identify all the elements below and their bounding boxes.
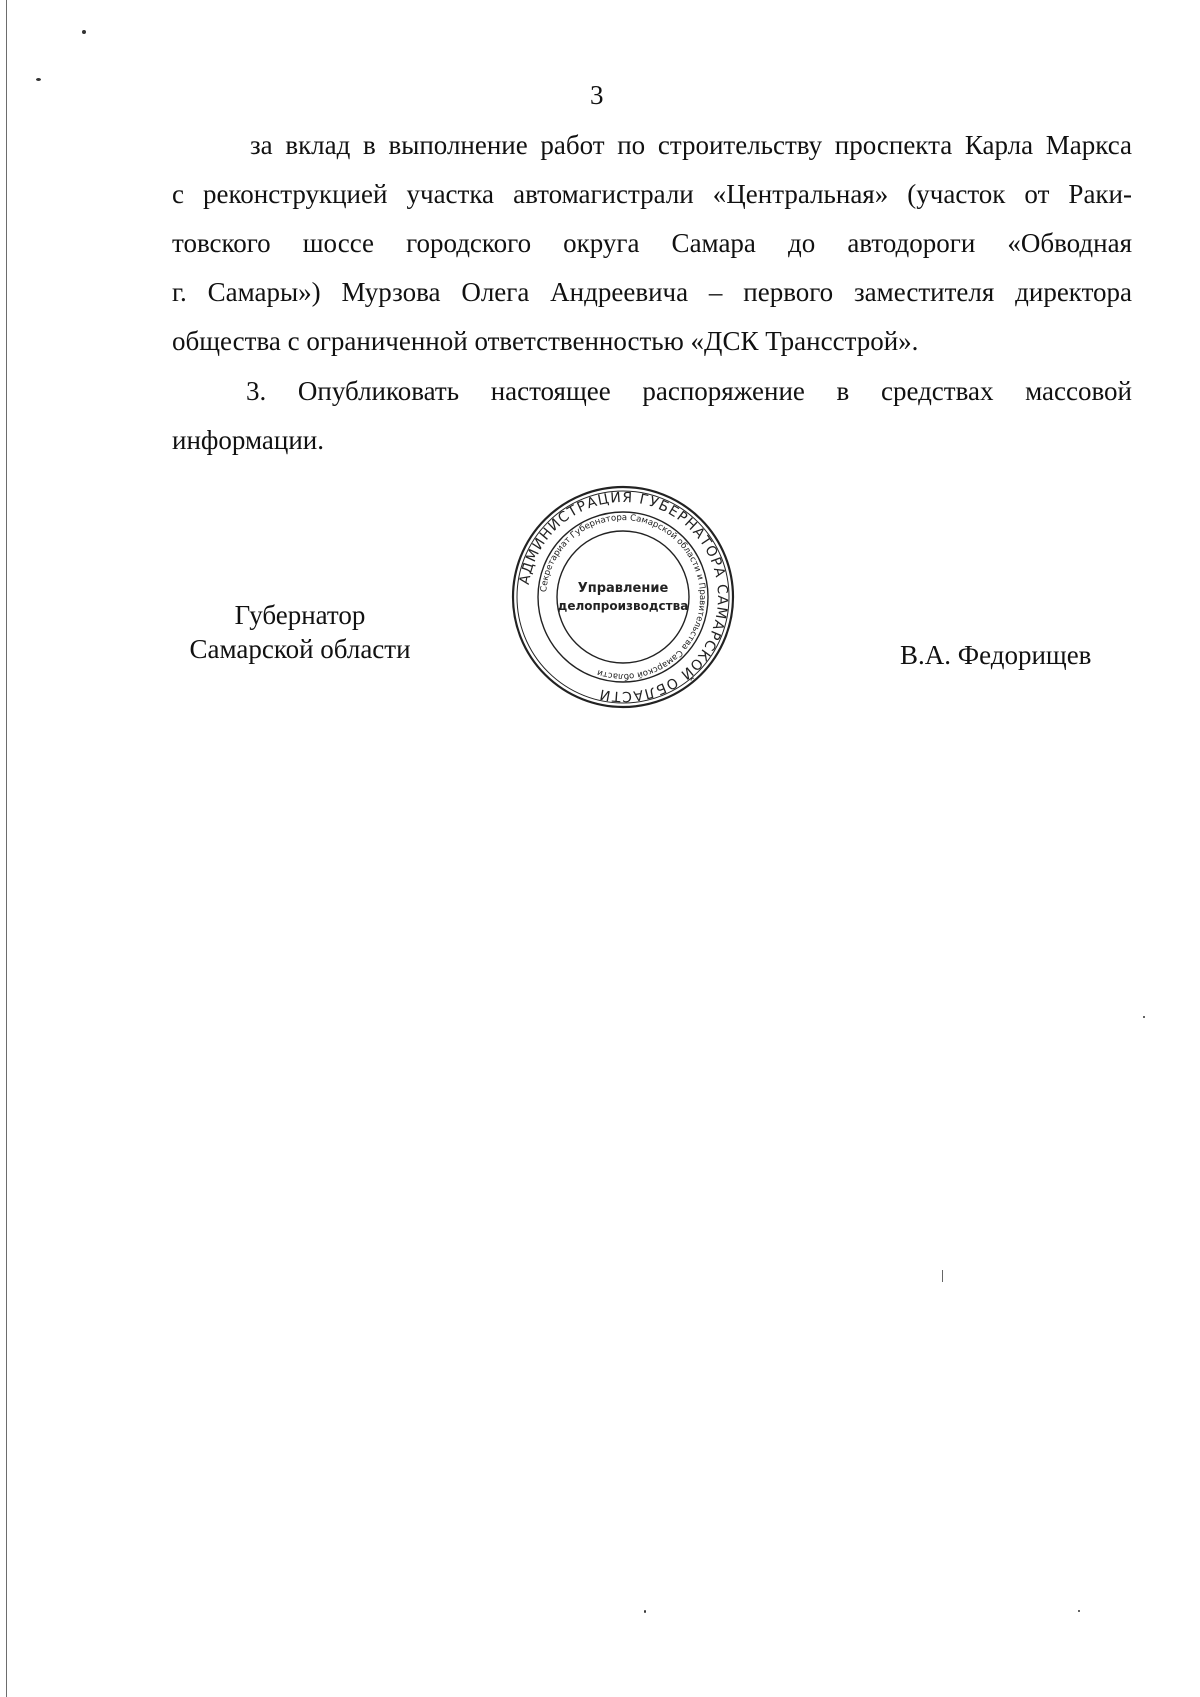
seal-inner-text: Секретариат Губернатора Самарской области и Правительства Самарской области [539, 512, 708, 682]
scan-speck [1078, 1610, 1080, 1612]
official-seal [508, 482, 738, 712]
text-line: с реконструкцией участка автомагистрали «Центральная» (участок от Раки- [172, 179, 1132, 209]
seal-outer-text: АДМИНИСТРАЦИЯ ГУБЕРНАТОРА САМАРСКОЙ ОБЛАСТИ [516, 489, 731, 705]
scan-speck [36, 78, 41, 81]
scan-speck [644, 1610, 646, 1613]
text-line: г. Самары») Мурзова Олега Андреевича – первого заместителя директора [172, 277, 1132, 307]
position-title: Губернатор [234, 600, 366, 630]
position-region: Самарской области [189, 634, 411, 664]
signatory-name: В.А. Федорищев [900, 640, 1092, 670]
paragraph-2-continuation [172, 121, 1132, 366]
text-line: общества с ограниченной ответственностью «ДСК Трансстрой». [172, 326, 919, 356]
seal-graphic [508, 482, 738, 712]
text-line: информации. [172, 425, 324, 455]
text-line: за вклад в выполнение работ по строительству проспекта Карла Маркса [250, 130, 1132, 160]
text-line: 3. Опубликовать настоящее распоряжение в средствах массовой [246, 376, 1132, 406]
paragraph-3 [172, 367, 1132, 465]
scan-speck [942, 1270, 943, 1282]
text-line: товского шоссе городского округа Самара до автодороги «Обводная [172, 228, 1132, 258]
scan-speck [82, 30, 86, 34]
seal-center-line2: делопроизводства [557, 599, 689, 613]
scan-speck [1143, 1016, 1145, 1018]
scan-edge-line [6, 0, 7, 1697]
seal-center-line1: Управление [577, 581, 669, 596]
signatory-position [170, 598, 430, 666]
page-number: 3 [590, 80, 604, 110]
